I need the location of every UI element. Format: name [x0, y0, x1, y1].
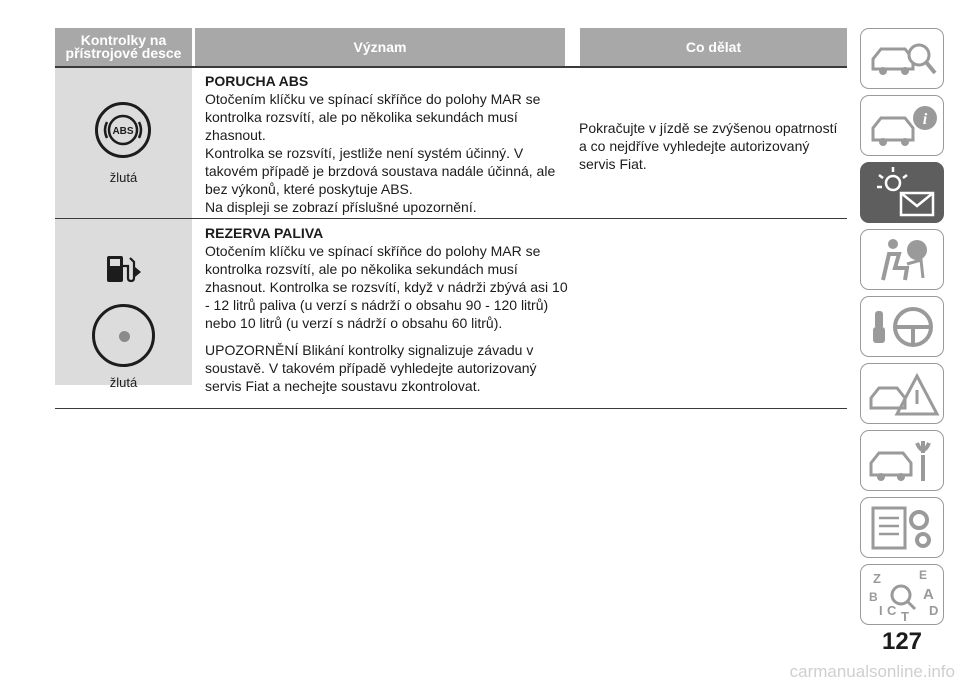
- seat-airbag-icon: [861, 230, 945, 291]
- lamp-color-label: žlutá: [109, 375, 138, 390]
- index-letter: Z: [873, 571, 881, 586]
- index-letter: D: [929, 603, 939, 618]
- car-search-icon: [861, 29, 945, 90]
- meaning-text: [205, 72, 570, 216]
- table-row: [55, 68, 847, 240]
- tab-technical-data[interactable]: [860, 497, 944, 558]
- fuel-reserve-lamp-icon: [92, 304, 155, 367]
- row-divider: [55, 408, 847, 409]
- alphabet-index-icon: [861, 565, 945, 626]
- svg-text:ABS: ABS: [112, 126, 134, 137]
- index-letter: I: [879, 603, 883, 618]
- meaning-paragraph: Kontrolka se rozsvítí, jestliže není systém účinný. V takovém případě je brzdová soustava nadále účinná, ale bez výkonů, které poskytuje ABS.: [205, 145, 556, 197]
- meaning-paragraph: Na displeji se zobrazí příslušné upozornění.: [205, 199, 477, 215]
- tab-car-info[interactable]: [860, 95, 944, 156]
- spec-sheet-gears-icon: [861, 498, 945, 559]
- table-row: [55, 220, 847, 394]
- index-letter: C: [887, 603, 897, 618]
- svg-text:i: i: [922, 111, 928, 128]
- index-letter: A: [923, 586, 934, 603]
- tab-seat-airbag[interactable]: [860, 229, 944, 290]
- header-what-to-do: Co dělat: [580, 28, 847, 66]
- page-number: 127: [881, 628, 923, 655]
- lamp-dot-icon: [119, 331, 130, 342]
- icon-cell: [55, 220, 192, 390]
- meaning-paragraph: Otočením klíčku ve spínací skříňce do polohy MAR se kontrolka rozsvítí, ale po několika sekundách musí zhasnout. Kontrolka se rozsvítí, když v nádrži zbývá asi 10 - 12 litrů paliva (u verzí s nádrží o obsahu 90 - 120 litrů) nebo 10 litrů (u verzí s nádrží o obsahu 60 litrů).: [205, 243, 568, 331]
- header-warning-lights: Kontrolky na přístrojové desce: [55, 28, 192, 66]
- tab-maintenance[interactable]: [860, 430, 944, 491]
- tab-starting-driving[interactable]: [860, 296, 944, 357]
- index-letter: B: [869, 590, 878, 604]
- warning-light-message-icon: [861, 163, 945, 224]
- icon-cell: [55, 68, 192, 240]
- action-text: Pokračujte v jízdě se zvýšenou opatrností a co nejdříve vyhledejte autorizovaný servis Fiat.: [579, 120, 838, 172]
- warning-title: PORUCHA ABS: [205, 73, 309, 89]
- meaning-paragraph: UPOZORNĚNÍ Blikání kontrolky signalizuje závadu v soustavě. V takovém případě vyhledejte autorizovaný servis Fiat a nechejte soustavu zkontrolovat.: [205, 342, 537, 394]
- steering-wheel-key-icon: [861, 297, 945, 358]
- row-divider: [55, 218, 847, 219]
- car-wrench-icon: [861, 431, 945, 492]
- tab-car-search[interactable]: [860, 28, 944, 89]
- tab-index[interactable]: [860, 564, 944, 625]
- tab-warning-lights[interactable]: [860, 162, 944, 223]
- fuel-pump-icon: [101, 248, 141, 288]
- warning-title: REZERVA PALIVA: [205, 225, 324, 241]
- index-letter: E: [919, 568, 928, 582]
- car-emergency-triangle-icon: [861, 364, 945, 425]
- abs-warning-lamp-icon: [95, 102, 151, 158]
- header-meaning: Význam: [195, 28, 565, 66]
- car-info-icon: [861, 96, 945, 157]
- table-header: [55, 28, 847, 66]
- watermark: carmanualsonline.info: [789, 662, 955, 681]
- lamp-color-label: žlutá: [109, 170, 138, 185]
- meaning-text: [205, 224, 570, 395]
- index-letter: T: [901, 609, 909, 624]
- meaning-paragraph: Otočením klíčku ve spínací skříňce do polohy MAR se kontrolka rozsvítí, ale po několika sekundách musí zhasnout.: [205, 91, 541, 143]
- tab-emergency[interactable]: [860, 363, 944, 424]
